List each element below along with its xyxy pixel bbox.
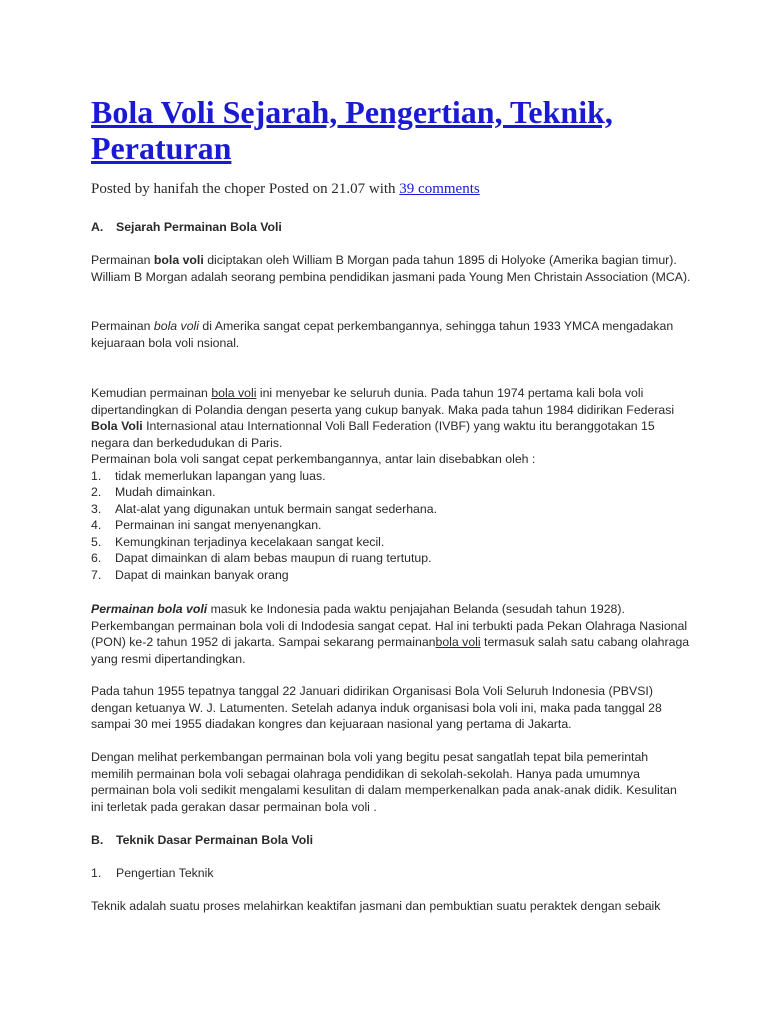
paragraph-ymca [91, 318, 691, 351]
list-item: 2. Mudah dimainkan. [91, 485, 216, 499]
p1-post: diciptakan oleh William B Morgan pada tahun 1895 di Holyoke (Amerika bagian timur). William B Morgan adalah seorang pembina pendidikan jasmani pada Young Men Christain Association (MCA). [91, 253, 691, 284]
teknik-text: Teknik adalah suatu proses melahirkan keaktifan jasmani dan pembuktian suatu peraktek dengan sebaik [91, 899, 661, 913]
bola-voli-link[interactable]: bola voli [211, 386, 257, 400]
list-item: 5. Kemungkinan terjadinya kecelakaan sangat kecil. [91, 534, 385, 549]
p6-text: Dengan melihat perkembangan permainan bola voli yang begitu pesat sangatlah tepat bila pemerintah memilih permainan bola voli sebagai olahraga pendidikan di sekolah-sekolah. Hanya pada umumnya permainan bola voli sedikit mengalami kesulitan di dalam memperkenalkan pada anak-anak didik. Kesulitan ini terletak pada gerakan dasar permainan bola voli . [91, 750, 677, 814]
section-a-heading [91, 219, 691, 236]
p4-post: termasuk salah satu cabang olahraga yang resmi dipertandingkan. [91, 635, 690, 666]
p3-line2: Permainan bola voli sangat cepat perkembangannya, antar lain disebabkan oleh : [91, 452, 536, 466]
paragraph-indonesia [91, 601, 691, 667]
section-b-heading [91, 832, 691, 849]
p2-italic: bola voli [153, 319, 200, 333]
section-a-number: A. [91, 220, 104, 234]
post-title-link[interactable]: Bola Voli Sejarah, Pengertian, Teknik, Peraturan [91, 94, 613, 166]
p1-pre: Permainan [91, 253, 154, 267]
p3-pre: Kemudian permainan [91, 386, 212, 400]
paragraph-spread [91, 385, 691, 583]
p2-pre: Permainan [91, 319, 154, 333]
paragraph-origin [91, 252, 691, 285]
post-title [91, 94, 731, 166]
p2-post: di Amerika sangat cepat perkembangannya, sehingga tahun 1933 YMCA mengadakan kejuaraan bola voli nsional. [91, 319, 674, 350]
section-b-number: B. [91, 833, 104, 847]
paragraph-pbvsi [91, 683, 691, 733]
section-a-title: Sejarah Permainan Bola Voli [116, 220, 282, 234]
p5-text: Pada tahun 1955 tepatnya tanggal 22 Januari didirikan Organisasi Bola Voli Seluruh Indonesia (PBVSI) dengan ketuanya W. J. Latumenten. Setelah adanya induk organisasi bola voli ini, maka pada tanggal 28 sampai 30 mei 1955 diadakan kongres dan kejuaraan nasional yang pertama di Jakarta. [91, 684, 662, 731]
p3-mid: ini menyebar ke seluruh dunia. Pada tahun 1974 pertama kali bola voli dipertandingkan di Polandia dengan peserta yang cukup banyak. Maka pada tahun 1984 didirikan Federasi [91, 386, 675, 417]
subheading-number: 1. [91, 866, 102, 880]
p1-bold: bola voli [153, 253, 204, 267]
list-item: 4. Permainan ini sangat menyenangkan. [91, 518, 322, 532]
list-item: 6. Dapat dimainkan di alam bebas maupun di ruang tertutup. [91, 551, 432, 565]
reasons-list [91, 468, 691, 584]
list-item: 1. tidak memerlukan lapangan yang luas. [91, 468, 326, 483]
subheading-pengertian [91, 865, 691, 882]
posted-by-text: Posted by hanifah the choper Posted on 21.07 with [91, 181, 396, 197]
p3-post: Internasional atau Internationnal Voli Ball Federation (IVBF) yang waktu itu beranggotakan 15 negara dan berkedudukan di Paris. [91, 419, 655, 450]
p4-bold-italic: Permainan bola voli [91, 602, 208, 616]
p3-bold: Bola Voli [91, 419, 143, 433]
list-item: 3. Alat-alat yang digunakan untuk bermain sangat sederhana. [91, 501, 437, 516]
subheading-title: Pengertian Teknik [116, 866, 214, 880]
section-b-title: Teknik Dasar Permainan Bola Voli [116, 833, 314, 847]
p4-mid: masuk ke Indonesia pada waktu penjajahan Belanda (sesudah tahun 1928). Perkembangan permainan bola voli di Indodesia sangat cepat. Hal ini terbukti pada Pekan Olahraga Nasional (PON) ke-2 tahun 1952 di jakarta. Sampai sekarang permainan [91, 602, 688, 649]
list-item: 7. Dapat di mainkan banyak orang [91, 567, 289, 582]
comments-link[interactable]: 39 comments [399, 181, 480, 197]
post-meta [91, 181, 480, 198]
bola-voli-link-2[interactable]: bola voli [435, 635, 481, 649]
paragraph-education [91, 749, 691, 815]
paragraph-teknik [91, 898, 731, 915]
